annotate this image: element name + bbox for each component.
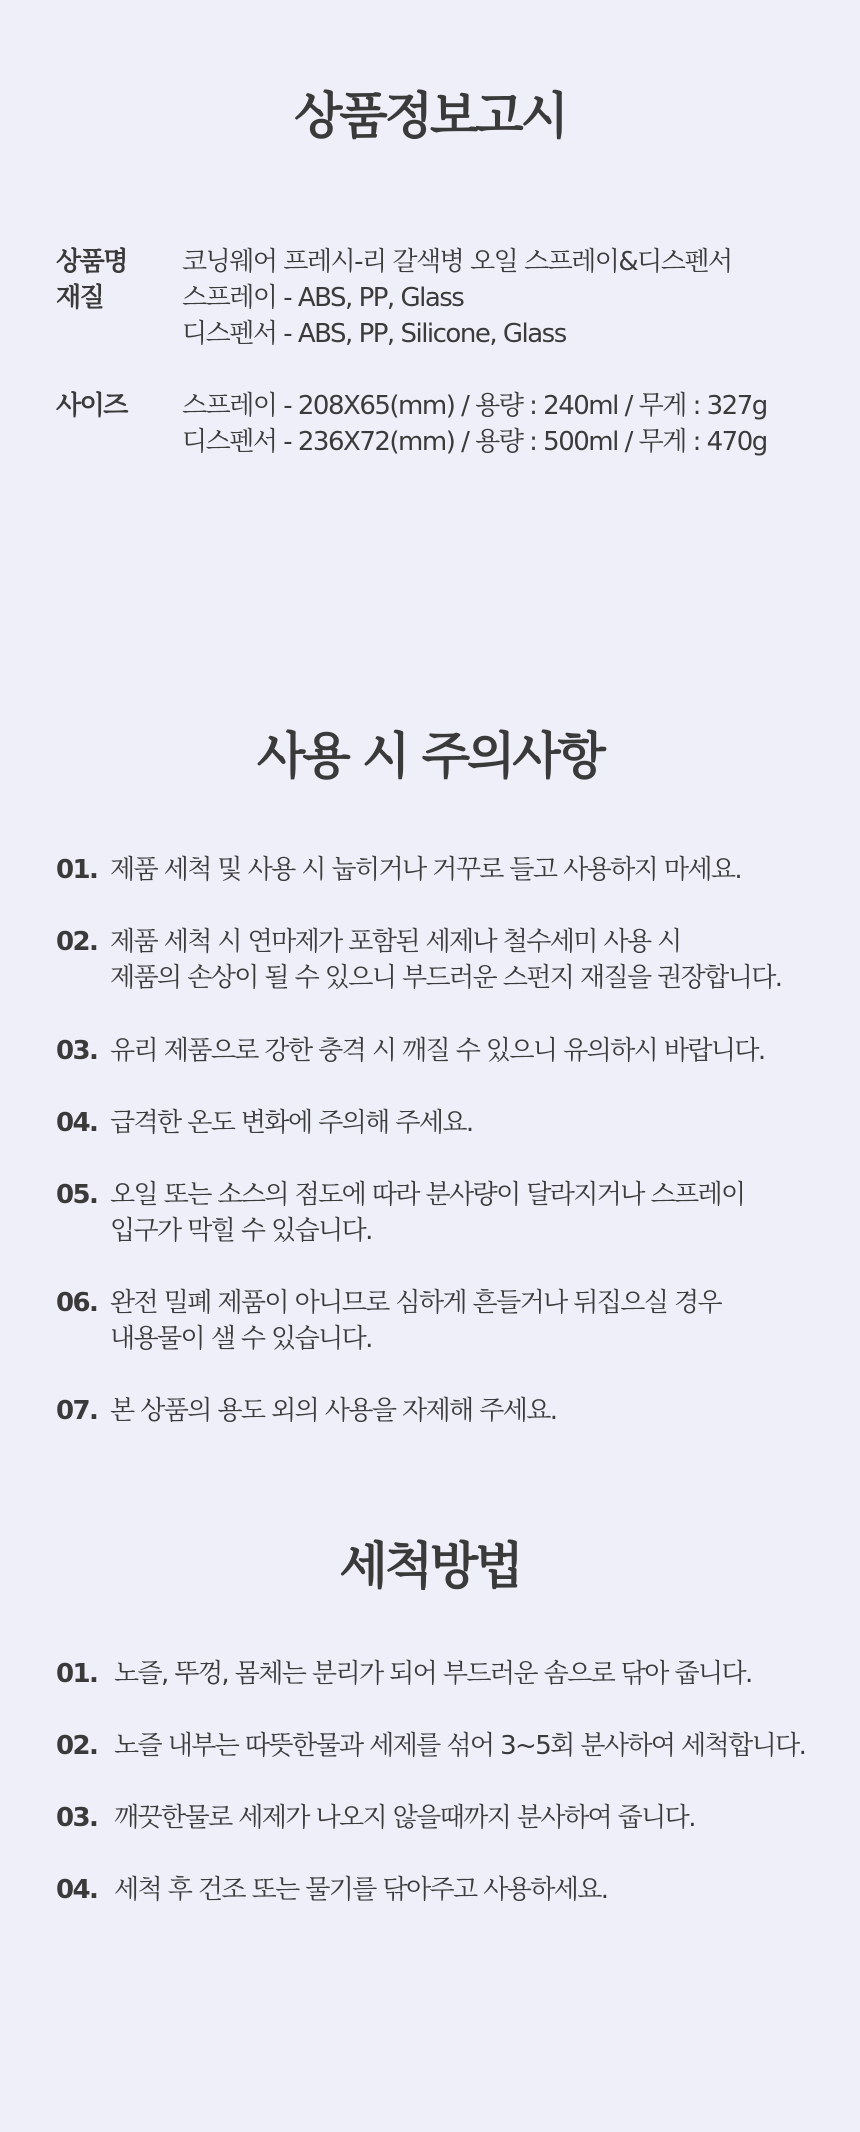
item-text: [110, 1105, 473, 1141]
item-text-line: 완전 밀폐 제품이 아니므로 심하게 흔들거나 뒤집으실 경우: [110, 1288, 722, 1318]
item-text-line: 오일 또는 소스의 점도에 따라 분사량이 달라지거나 스프레이: [110, 1180, 745, 1210]
caution-title: 사용 시 주의사항: [257, 727, 603, 785]
info-value: [182, 280, 566, 352]
item-text: [110, 1285, 721, 1357]
info-value-line: 스프레이 - 208X65(mm) / 용량 : 240ml / 무게 : 327g: [182, 391, 767, 421]
item-text-line: 노즐, 뚜껑, 몸체는 분리가 되어 부드러운 솜으로 닦아 줍니다.: [114, 1659, 752, 1689]
item-number: 01.: [56, 855, 98, 885]
item-text-line: 내용물이 샐 수 있습니다.: [110, 1324, 372, 1354]
item-text: [114, 1800, 695, 1836]
item-text-line: 제품의 손상이 될 수 있으니 부드러운 스펀지 재질을 권장합니다.: [110, 963, 782, 993]
info-value-line: 디스펜서 - ABS, PP, Silicone, Glass: [182, 319, 566, 349]
item-text: [110, 924, 781, 996]
info-label: 사이즈: [56, 391, 127, 421]
item-number: 01.: [56, 1659, 98, 1689]
product-notice-title: 상품정보고시: [294, 87, 566, 145]
info-label: 재질: [56, 283, 104, 313]
item-number: 03.: [56, 1036, 98, 1066]
item-text: [114, 1728, 805, 1764]
info-value-line: 디스펜서 - 236X72(mm) / 용량 : 500ml / 무게 : 470g: [182, 427, 767, 457]
cleaning-title: 세척방법: [339, 1537, 521, 1595]
item-number: 06.: [56, 1288, 98, 1318]
item-text-line: 급격한 온도 변화에 주의해 주세요.: [110, 1108, 473, 1138]
item-text-line: 세척 후 건조 또는 물기를 닦아주고 사용하세요.: [114, 1875, 608, 1905]
item-text-line: 깨끗한물로 세제가 나오지 않을때까지 분사하여 줍니다.: [114, 1803, 695, 1833]
item-number: 02.: [56, 927, 98, 957]
item-number: 04.: [56, 1108, 98, 1138]
item-text: [114, 1872, 607, 1908]
item-number: 02.: [56, 1731, 98, 1761]
info-value: [182, 388, 767, 460]
item-text-line: 노즐 내부는 따뜻한물과 세제를 섞어 3~5회 분사하여 세척합니다.: [114, 1731, 806, 1761]
item-number: 04.: [56, 1875, 98, 1905]
item-text: [110, 1393, 556, 1429]
item-text-line: 제품 세척 및 사용 시 눕히거나 거꾸로 들고 사용하지 마세요.: [110, 855, 742, 885]
item-number: 05.: [56, 1180, 98, 1210]
item-text: [110, 1033, 765, 1069]
info-value-line: 스프레이 - ABS, PP, Glass: [182, 283, 464, 313]
item-text-line: 입구가 막힐 수 있습니다.: [110, 1216, 372, 1246]
item-number: 07.: [56, 1396, 98, 1426]
item-text-line: 본 상품의 용도 외의 사용을 자제해 주세요.: [110, 1396, 557, 1426]
item-text-line: 제품 세척 시 연마제가 포함된 세제나 철수세미 사용 시: [110, 927, 681, 957]
item-text: [114, 1656, 752, 1692]
item-text: [110, 852, 741, 888]
info-label: 상품명: [56, 247, 127, 277]
item-text-line: 유리 제품으로 강한 충격 시 깨질 수 있으니 유의하시 바랍니다.: [110, 1036, 765, 1066]
info-value: [182, 244, 732, 280]
item-number: 03.: [56, 1803, 98, 1833]
item-text: [110, 1177, 745, 1249]
info-value-line: 코닝웨어 프레시-리 갈색병 오일 스프레이&디스펜서: [182, 247, 732, 277]
